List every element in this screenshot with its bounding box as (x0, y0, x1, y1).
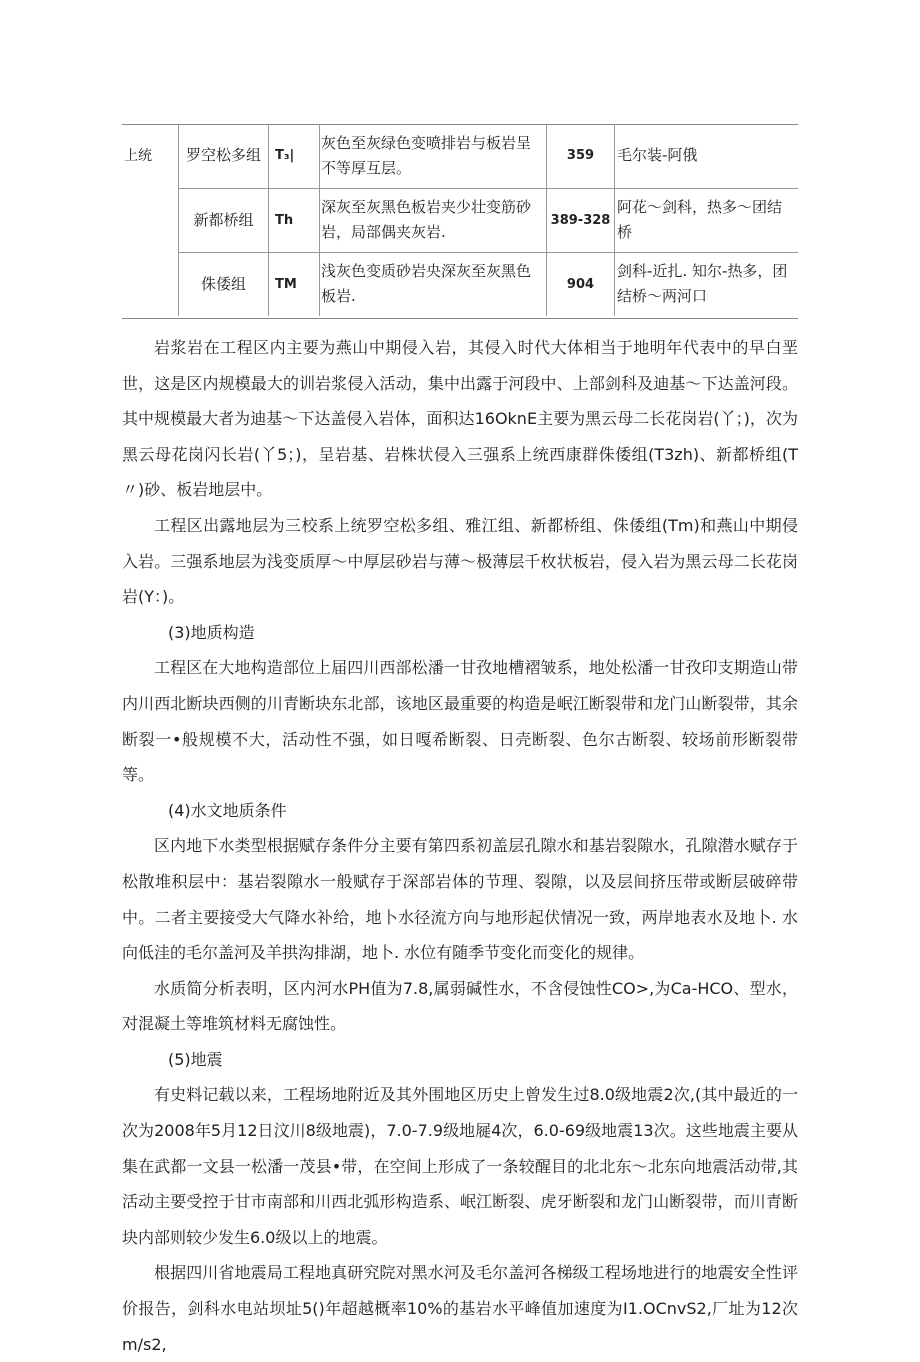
table-row (122, 124, 798, 188)
code-cell: Th (269, 188, 320, 252)
series-cell (122, 188, 179, 252)
description-cell: 深灰至灰黑色板岩夹少壮变筋砂岩，局部偶夹灰岩. (320, 188, 547, 252)
document-body (122, 330, 798, 1362)
group-cell: 罗空松多组 (179, 124, 269, 188)
paragraph: 工程区出露地层为三校系上统罗空松多组、雅江组、新都桥组、侏倭组(Tm)和燕山中期侵入岩。三强系地层为浅变质厚～中厚层砂岩与薄～极薄层千枚状板岩，侵入岩为黑云母二长花岗岩(Y：)。 (122, 515, 798, 607)
distribution-cell: 剑科-近扎. 知尔-热多，团结桥～两河口 (615, 252, 799, 316)
paragraph: 区内地下水类型根据赋存条件分主要有第四系初盖层孔隙水和基岩裂隙水，孔隙潜水赋存于松散堆积层中：基岩裂隙水一般赋存于深部岩体的节理、裂隙，以及层间挤压带或断层破碎带中。二者主要接受大气降水补给，地卜水径流方向与地形起伏情况一致，两岸地表水及地卜. 水向低洼的毛尔盖河及羊拱沟排湖，地卜. 水位有随季节变化而变化的规律。 (122, 836, 798, 963)
description-cell: 浅灰色变质砂岩央深灰至灰黑色板岩. (320, 252, 547, 316)
paragraph: 工程区在大地构造部位上届四川西部松潘一甘孜地槽褶皱系，地处松潘一甘孜印支期造山带内川西北断块西侧的川青断块东北部，该地区最重要的构造是岷江断裂带和龙门山断裂带，其余断裂一•般规模不大，活动性不强，如日嘎希断裂、日壳断裂、色尔古断裂、较场前形断裂带等。 (122, 658, 798, 785)
series-cell (122, 252, 179, 316)
thickness-cell: 904 (547, 252, 615, 316)
distribution-cell: 阿花～剑科，热多～团结桥 (615, 188, 799, 252)
group-cell: 新都桥组 (179, 188, 269, 252)
paragraph: 水质简分析表明，区内河水PH值为7.8,属弱碱性水，不含侵蚀性CO>,为Ca-HCO、型水，对混凝土等堆筑材料无腐蚀性。 (122, 978, 798, 1034)
code-cell: T₃| (269, 124, 320, 188)
series-cell: 上统 (124, 148, 152, 164)
strata-table-wrapper (122, 124, 798, 316)
strata-table-body (122, 124, 798, 316)
description-cell: 灰色至灰绿色变喷排岩与板岩呈不等厚互层。 (320, 124, 547, 188)
table-row (122, 188, 798, 252)
paragraph: 有史料记载以来，工程场地附近及其外围地区历史上曾发生过8.0级地震2次,(其中最近的一次为2008年5月12日汶川8级地震)，7.0-7.9级地屣4次，6.0-69级地震13次。这些地震主要从集在武都一文县一松潘一茂县•带，在空间上形成了一条较醒目的北北东～北东向地震活动带,其活动主要受控于甘市南部和川西北弧形构造系、岷江断裂、虎牙断裂和龙门山断裂带，而川青断块内部则较少发生6.0级以上的地震。 (122, 1085, 798, 1247)
group-cell: 侏倭组 (179, 252, 269, 316)
section-heading: (3)地质构造 (168, 622, 255, 642)
thickness-cell: 359 (547, 124, 615, 188)
paragraph: 岩浆岩在工程区内主要为燕山中期侵入岩，其侵入时代大体相当于地明年代表中的早白垩世，这是区内规模最大的训岩浆侵入活动，集中出露于河段中、上部剑科及迪基～下达盖河段。其中规模最大者为迪基～下达盖侵入岩体，面积达16OknE主要为黑云母二长花岗岩(丫；)，次为黑云母花岗闪长岩(丫5；)，呈岩基、岩株状侵入三强系上统西康群侏倭组(T3zh)、新都桥组(T〃)砂、板岩地层中。 (122, 338, 798, 500)
table-row (122, 252, 798, 316)
section-heading: (4)水文地质条件 (168, 800, 287, 820)
thickness-cell: 389-328 (547, 188, 615, 252)
section-heading: (5)地震 (168, 1049, 223, 1069)
code-cell: TM (269, 252, 320, 316)
strata-table (122, 124, 798, 316)
table-bottom-rule (122, 318, 798, 319)
distribution-cell: 毛尔装-阿俄 (617, 146, 698, 165)
paragraph: 根据四川省地震局工程地真研究院对黑水河及毛尔盖河各梯级工程场地进行的地震安全性评价报告，剑科水电站坝址5()年超越概率10%的基岩水平峰值加速度为I1.OCnvS2,厂址为12次m/s2, (122, 1263, 798, 1354)
